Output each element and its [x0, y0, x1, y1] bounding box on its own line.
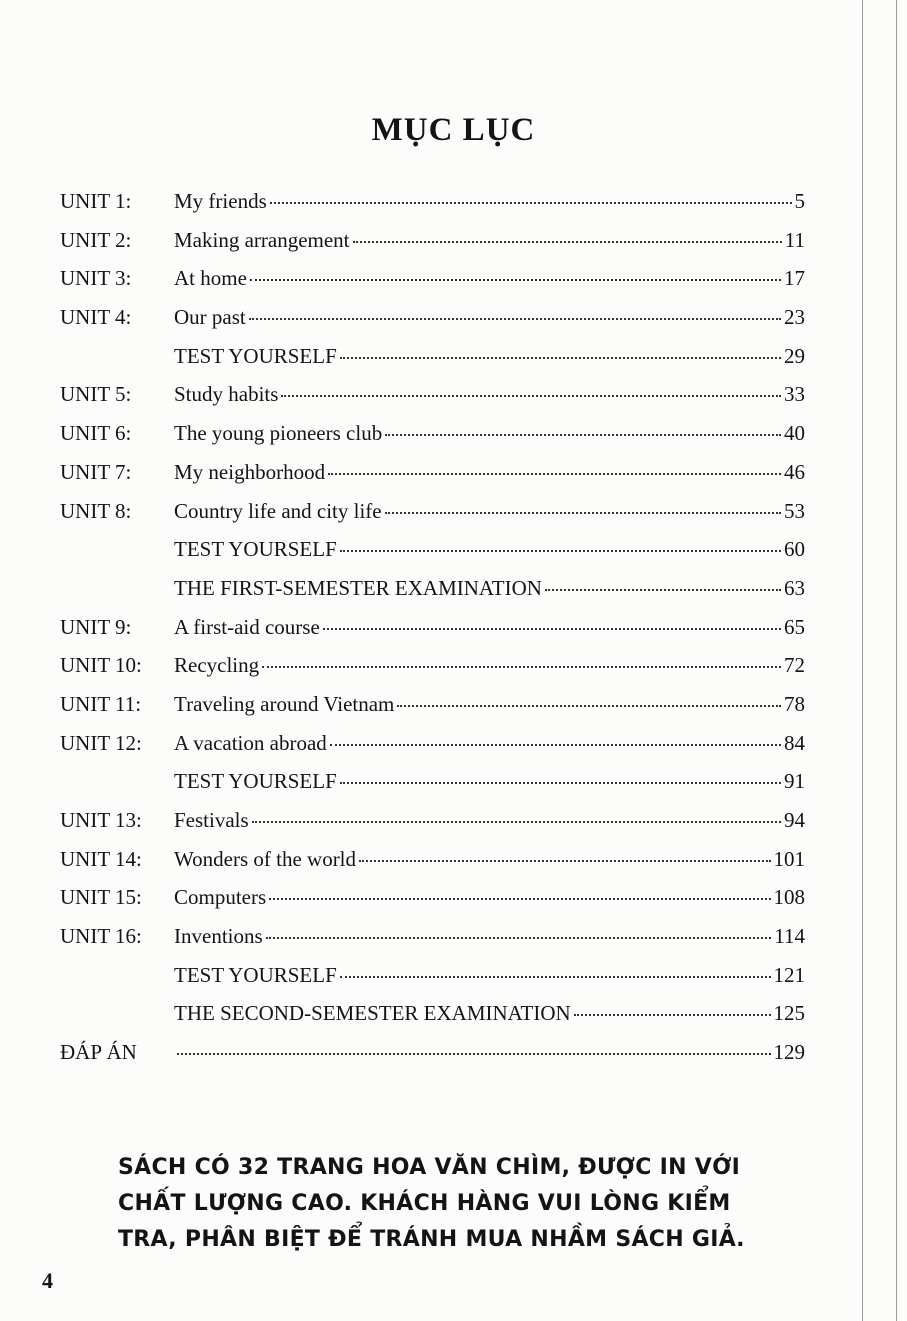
toc-unit-label: UNIT 13:: [60, 808, 142, 832]
dot-leader: [249, 318, 781, 320]
toc-unit-label: UNIT 1:: [60, 189, 132, 213]
toc-page-number: 114: [774, 924, 805, 949]
page-edge-line: [862, 0, 863, 1321]
toc-entry: [60, 885, 805, 924]
toc-entry: [60, 1040, 805, 1079]
toc-unit-label: UNIT 4:: [60, 305, 132, 330]
toc-unit-label: UNIT 15:: [60, 885, 142, 910]
toc-entry: [60, 576, 805, 615]
page-number: 4: [42, 1268, 53, 1293]
toc-unit-label: UNIT 5:: [60, 382, 132, 407]
notice-line: TRA, PHÂN BIỆT ĐỂ TRÁNH MUA NHẦM SÁCH GIẢ.: [118, 1227, 745, 1252]
dot-leader: [323, 628, 781, 630]
toc-entry: [60, 228, 805, 267]
dot-leader: [340, 782, 781, 784]
toc-page-number: 101: [773, 846, 805, 871]
toc-title: Making arrangement: [174, 227, 350, 252]
dot-leader: [545, 589, 781, 591]
dot-leader: [340, 357, 781, 359]
dot-leader: [385, 434, 781, 436]
toc-page-number: 5: [794, 189, 805, 213]
toc-entry: [60, 692, 805, 731]
dot-leader: [281, 395, 781, 397]
toc-title: At home: [174, 266, 247, 291]
dot-leader: [359, 860, 770, 862]
toc-page-number: 29: [784, 343, 805, 368]
dot-leader: [353, 241, 782, 243]
toc-entry: [60, 731, 805, 770]
toc-unit-label: UNIT 2:: [60, 227, 132, 252]
toc-page-number: 94: [784, 808, 805, 832]
toc-unit-label: UNIT 16:: [60, 924, 142, 949]
toc-title: THE SECOND-SEMESTER EXAMINATION: [174, 1001, 571, 1026]
dot-leader: [270, 202, 792, 204]
toc-unit-label: UNIT 14:: [60, 846, 142, 871]
toc-page-number: 63: [784, 575, 805, 600]
dot-leader: [269, 898, 770, 900]
dot-leader: [340, 976, 771, 978]
toc-entry: [60, 305, 805, 344]
toc-entry: [60, 537, 805, 576]
toc-unit-label: UNIT 11:: [60, 691, 142, 716]
toc-title: Traveling around Vietnam: [174, 691, 395, 716]
toc-title: TEST YOURSELF: [174, 962, 337, 987]
toc-page-number: 121: [773, 962, 805, 987]
toc-page-number: 23: [784, 305, 805, 330]
toc-page-number: 65: [784, 614, 805, 639]
toc-unit-label: UNIT 6:: [60, 421, 132, 446]
toc-title: Country life and city life: [174, 498, 382, 523]
dot-leader: [250, 279, 781, 281]
toc-entry: [60, 847, 805, 886]
toc-entry: [60, 344, 805, 383]
toc-entry: [60, 421, 805, 460]
toc-entry: [60, 266, 805, 305]
toc-page-number: 53: [784, 498, 805, 523]
toc-title: THE FIRST-SEMESTER EXAMINATION: [174, 575, 542, 600]
toc-page-number: 11: [784, 227, 805, 252]
toc-page-number: 108: [773, 885, 805, 910]
toc-entry: [60, 189, 805, 228]
dot-leader: [266, 937, 772, 939]
toc-entry: [60, 499, 805, 538]
toc-unit-label: UNIT 3:: [60, 266, 132, 291]
toc-entry: [60, 808, 805, 847]
toc-entry: [60, 769, 805, 808]
toc-entry: [60, 924, 805, 963]
toc-unit-label: UNIT 12:: [60, 730, 142, 755]
dot-leader: [177, 1053, 771, 1055]
toc-title: Wonders of the world: [174, 846, 357, 871]
toc-title: Our past: [174, 305, 246, 330]
toc-title: The young pioneers club: [174, 421, 383, 446]
toc-unit-label: ĐÁP ÁN: [60, 1040, 137, 1065]
toc-title: My friends: [174, 189, 267, 213]
page-title: MỤC LỤC: [371, 112, 536, 148]
dot-leader: [340, 550, 781, 552]
toc-title: Study habits: [174, 382, 279, 407]
toc-title: TEST YOURSELF: [174, 537, 337, 562]
toc-page-number: 46: [784, 459, 805, 484]
toc-entry: [60, 963, 805, 1002]
toc-entry: [60, 460, 805, 499]
toc-page-number: 129: [773, 1040, 805, 1065]
toc-title: TEST YOURSELF: [174, 343, 337, 368]
toc-unit-label: UNIT 10:: [60, 653, 142, 678]
page-edge-line-outer: [896, 0, 897, 1321]
toc-page-number: 17: [784, 266, 805, 291]
toc-entry: [60, 382, 805, 421]
toc-page-number: 60: [784, 537, 805, 562]
dot-leader: [574, 1014, 771, 1016]
toc-unit-label: UNIT 9:: [60, 614, 132, 639]
toc-page-number: 91: [784, 769, 805, 794]
dot-leader: [328, 473, 781, 475]
toc-title: Computers: [174, 885, 267, 910]
table-of-contents: [60, 189, 805, 1079]
dot-leader: [262, 666, 781, 668]
toc-entry: [60, 615, 805, 654]
toc-unit-label: UNIT 8:: [60, 498, 132, 523]
toc-page-number: 72: [784, 653, 805, 678]
dot-leader: [252, 821, 781, 823]
toc-page-number: 78: [784, 691, 805, 716]
anti-counterfeit-notice: [118, 1150, 778, 1258]
dot-leader: [385, 512, 781, 514]
toc-page-number: 33: [784, 382, 805, 407]
toc-title: A first-aid course: [174, 614, 320, 639]
toc-page-number: 84: [784, 730, 805, 755]
toc-title: My neighborhood: [174, 459, 326, 484]
toc-unit-label: UNIT 7:: [60, 459, 132, 484]
toc-title: TEST YOURSELF: [174, 769, 337, 794]
toc-entry: [60, 1001, 805, 1040]
toc-title: Recycling: [174, 653, 260, 678]
notice-line: SÁCH CÓ 32 TRANG HOA VĂN CHÌM, ĐƯỢC IN VỚI: [118, 1155, 741, 1180]
toc-title: Festivals: [174, 808, 249, 832]
notice-line: CHẤT LƯỢNG CAO. KHÁCH HÀNG VUI LÒNG KIỂM: [118, 1191, 731, 1216]
toc-entry: [60, 653, 805, 692]
dot-leader: [330, 744, 781, 746]
toc-title: Inventions: [174, 924, 263, 949]
toc-page-number: 125: [773, 1001, 805, 1026]
toc-title: A vacation abroad: [174, 730, 327, 755]
toc-page-number: 40: [784, 421, 805, 446]
dot-leader: [397, 705, 781, 707]
